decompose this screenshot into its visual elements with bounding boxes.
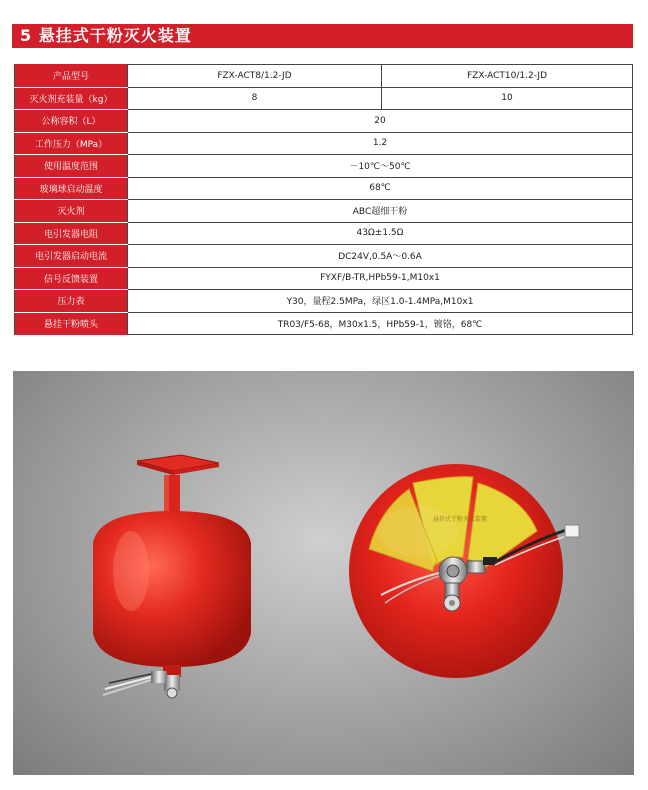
table-row bbox=[15, 132, 633, 155]
cell-value: －10℃～50℃ bbox=[128, 155, 633, 178]
row-label: 使用温度范围 bbox=[15, 155, 128, 178]
cell-value: ABC超细干粉 bbox=[128, 200, 633, 223]
label-text: 悬挂式干粉灭火装置 bbox=[432, 516, 488, 523]
extinguisher-bottom-view bbox=[349, 464, 579, 678]
cell-value: FYXF/B-TR,HPb59-1,M10x1 bbox=[128, 267, 633, 290]
cell-value: 8 bbox=[128, 87, 382, 110]
cell-value: 68℃ bbox=[128, 177, 633, 200]
row-label: 压力表 bbox=[15, 290, 128, 313]
extinguisher-illustration bbox=[13, 371, 634, 775]
row-label: 电引发器启动电流 bbox=[15, 245, 128, 268]
cell-value: FZX-ACT10/1.2-JD bbox=[382, 65, 633, 88]
table-row bbox=[15, 200, 633, 223]
row-label: 悬挂干粉喷头 bbox=[15, 312, 128, 335]
hanging-extinguisher bbox=[93, 455, 251, 698]
cell-value: Y30，量程2.5MPa，绿区1.0-1.4MPa,M10x1 bbox=[128, 290, 633, 313]
cell-value: 43Ω±1.5Ω bbox=[128, 222, 633, 245]
row-label: 公称容积（L） bbox=[15, 110, 128, 133]
table-row bbox=[15, 155, 633, 178]
table-row bbox=[15, 110, 633, 133]
table-row bbox=[15, 65, 633, 88]
cell-value: 20 bbox=[128, 110, 633, 133]
cell-value: FZX-ACT8/1.2-JD bbox=[128, 65, 382, 88]
row-label: 工作压力（MPa） bbox=[15, 132, 128, 155]
cell-value: TR03/F5-68，M30x1.5，HPb59-1，镀铬，68℃ bbox=[128, 312, 633, 335]
table-row bbox=[15, 312, 633, 335]
row-label: 灭火剂充装量（kg） bbox=[15, 87, 128, 110]
cell-value: 1.2 bbox=[128, 132, 633, 155]
row-label: 灭火剂 bbox=[15, 200, 128, 223]
row-label: 产品型号 bbox=[15, 65, 128, 88]
spec-table bbox=[14, 64, 633, 335]
row-label: 信号反馈装置 bbox=[15, 267, 128, 290]
section-title: 5 悬挂式干粉灭火装置 bbox=[12, 24, 633, 48]
table-row bbox=[15, 222, 633, 245]
cell-value: 10 bbox=[382, 87, 633, 110]
cell-value: DC24V,0.5A～0.6A bbox=[128, 245, 633, 268]
table-row bbox=[15, 290, 633, 313]
table-row bbox=[15, 245, 633, 268]
row-label: 电引发器电阻 bbox=[15, 222, 128, 245]
product-photo bbox=[13, 371, 634, 775]
table-row bbox=[15, 87, 633, 110]
row-label: 玻璃球启动温度 bbox=[15, 177, 128, 200]
table-row bbox=[15, 177, 633, 200]
table-row bbox=[15, 267, 633, 290]
